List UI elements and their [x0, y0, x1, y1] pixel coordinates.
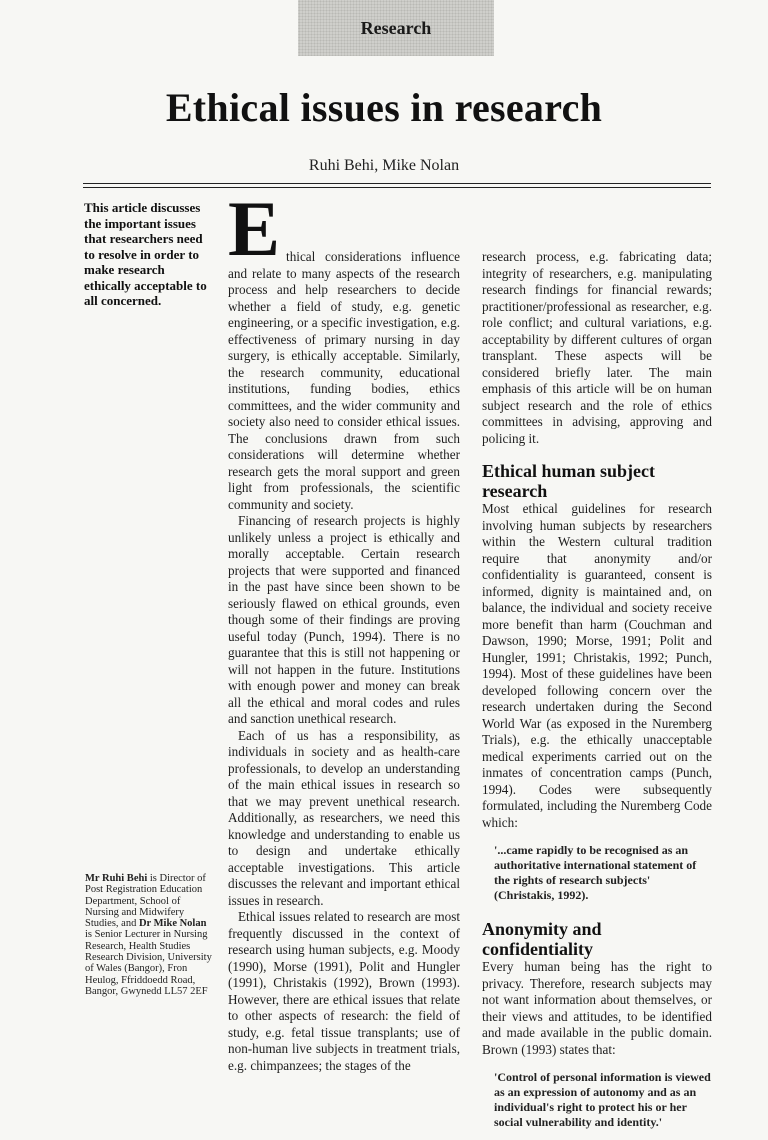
body-paragraph-3: Each of us has a responsibility, as individuals in society and as health-care professionals, to develop an understanding of the main ethical issues in research so that we may prevent unethical research. Additionally, as researchers, we need this knowledge and understanding to enable us to design and undertake ethically acceptable investigations. This article discusses the relevant and important ethical issues in research. [228, 727, 460, 908]
author-bio-text-2: is Senior Lecturer in Nursing Research, Health Studies Research Division, University of Wales (Bangor), Fron Heulog, Ffriddoedd Road, Bangor, Gwynedd LL57 2EF [85, 929, 212, 997]
article-title: Ethical issues in research [165, 85, 603, 130]
body-column-1 [228, 185, 460, 1074]
body-paragraph-7: Every human being has the right to privacy. Therefore, research subjects may not want information about themselves, or their views and attitudes, to be identified and made available in the public domain. Brown (1993) states that: [482, 959, 712, 1057]
header-rule-top [83, 183, 711, 184]
body-paragraph-5: research process, e.g. fabricating data; integrity of researchers, e.g. manipulating research findings for financial rewards; practitioner/professional as researcher, e.g. role conflict; and cultural variations, e.g. acceptability by different cultures of organ transplant. These aspects will be considered briefly later. The main emphasis of this article will be on human subject research and the role of ethics committees in advising, approving and policing it. [482, 249, 712, 446]
section-heading-human-subject: Ethical human subject research [482, 461, 656, 501]
body-paragraph-1: thical considerations influence and relate to many aspects of the research process and help researchers to decide whether a field of study, e.g. genetic engineering, or a specific investigation, e.g. effectiveness of primary nursing in day surgery, is ethically acceptable. Similarly, the research community, educational institutions, funding bodies, ethics committees, and the wider community and society also need to consider ethical issues. The conclusions drawn from such considerations will determine whether research gets the moral support and green light from professionals, the scientific community and society. [228, 249, 460, 512]
article-authors: Ruhi Behi, Mike Nolan [308, 157, 460, 174]
header-rule-bottom [83, 187, 711, 188]
drop-cap: E [228, 185, 281, 272]
author-bio-text-1: is Director of Post Registration Education Department, School of Nursing and Midwifery Studies, and [85, 873, 206, 930]
body-paragraph-6: Most ethical guidelines for research involving human subjects by researchers within the Western cultural tradition require that anonymity and/or confidentiality is guaranteed, consent is informed, dignity is maintained and, on balance, the individual and society receive more benefit than harm (Couchman and Dawson, 1990; Morse, 1991; Polit and Hungler, 1991; Christakis, 1992; Punch, 1994). Most of these guidelines have been developed following concern over the research undertaken during the Second World War (as exposed in the Nuremberg Trials), e.g. the ethically unacceptable medical experiments carried out on the inmates of concentration camps (Punch, 1994). Codes were subsequently formulated, including the Nuremberg Code which: [482, 501, 712, 830]
body-paragraph-4: Ethical issues related to research are most frequently discussed in the context of research using human subjects, e.g. Moody (1990), Morse (1991), Polit and Hungler (1991), Christakis (1992), Brown (1993). However, there are ethical issues that relate to other aspects of research: the field of study, e.g. fetal tissue transplants; use of non-human live subjects in treatment trials, e.g. chimpanzees; the stages of the [228, 909, 460, 1073]
author-bio [85, 873, 215, 997]
block-quote-1: '...came rapidly to be recognised as an authoritative international statement of the rights of research subjects' (Christakis, 1992). [494, 843, 697, 902]
body-column-2 [482, 249, 712, 1140]
section-heading-anonymity: Anonymity and confidentiality [482, 919, 602, 959]
author-name-1: Mr Ruhi Behi [85, 873, 148, 884]
author-name-2: Dr Mike Nolan [138, 918, 207, 930]
block-quote-2: 'Control of personal information is viewed as an expression of autonomy and as an individual's right to protect his or her social vulnerability and identity.' [494, 1070, 711, 1129]
section-label: Research [298, 0, 494, 56]
article-abstract: This article discusses the important issues that researchers need to resolve in order to make research ethically acceptable to all concerned. [84, 200, 207, 308]
body-paragraph-2: Financing of research projects is highly unlikely unless a project is ethically and morally acceptable. Certain research projects that were supported and financed in the past have since been shown to be seriously flawed on ethical grounds, even though some of their findings are proving useful today (Punch, 1994). There is no guarantee that this is still not happening or will not happen in the future. Institutions with enough power and money can break all the ethical and moral codes and rules and sanction unethical research. [228, 513, 460, 726]
